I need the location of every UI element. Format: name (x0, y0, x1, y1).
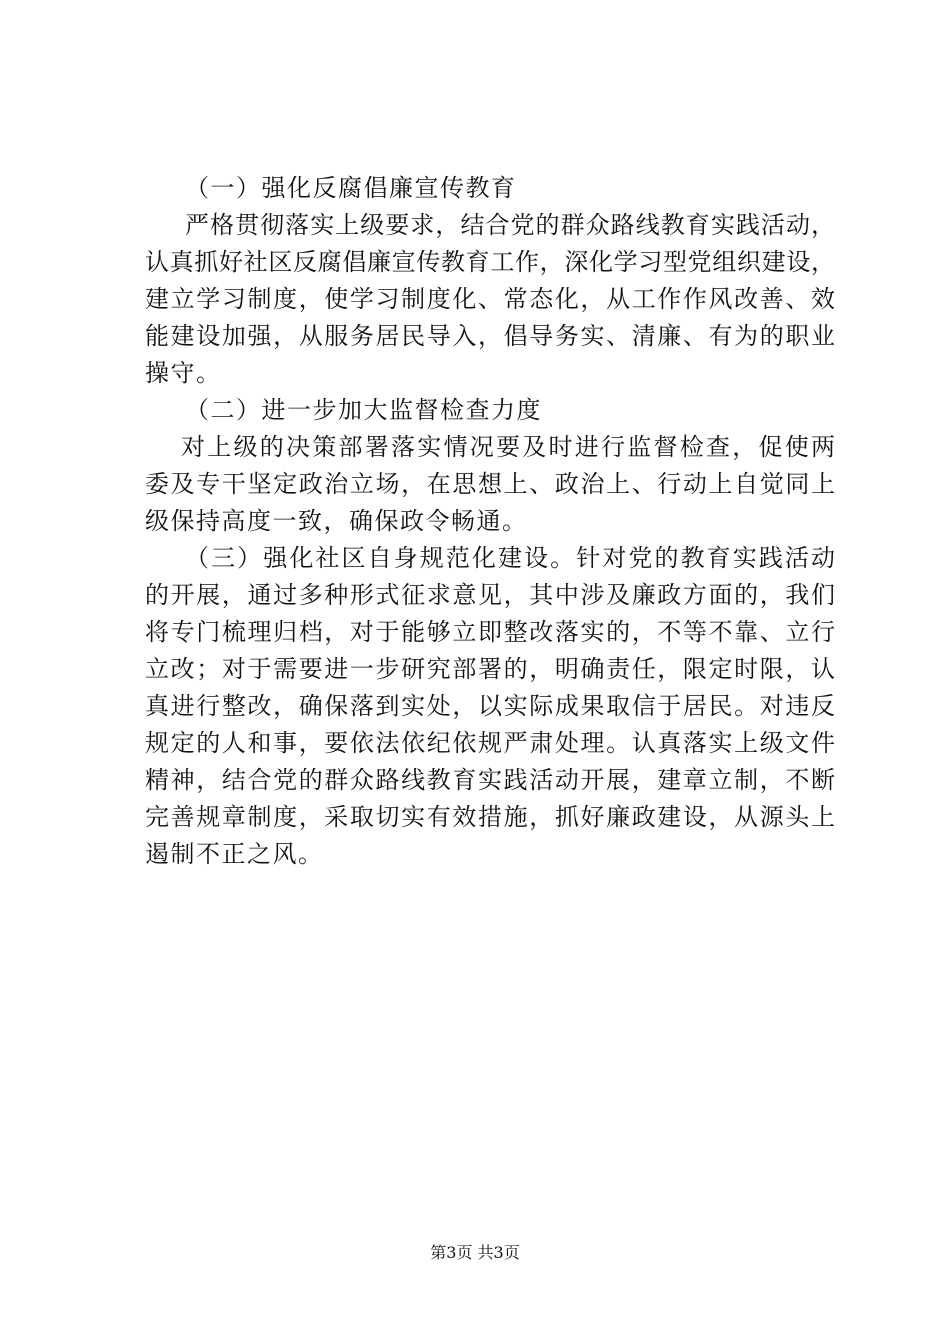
paragraph-1-line-4: 能建设加强，从服务居民导入，倡导务实、清廉、有为的职业 (145, 322, 835, 350)
paragraph-3-line-5: 真进行整改，确保落到实处，以实际成果取信于居民。对违反 (145, 692, 835, 720)
paragraph-3-line-2: 的开展，通过多种形式征求意见，其中涉及廉政方面的，我们 (145, 581, 835, 609)
paragraph-1-line-3: 建立学习制度，使学习制度化、常态化，从工作作风改善、效 (145, 285, 835, 313)
page-number-footer: 第3页 共3页 (430, 1243, 520, 1262)
paragraph-2-line-1: 对上级的决策部署落实情况要及时进行监督检查，促使两 (181, 433, 835, 461)
section-heading-2: （二）进一步加大监督检查力度 (185, 396, 542, 424)
paragraph-1-line-1: 严格贯彻落实上级要求，结合党的群众路线教育实践活动， (185, 211, 835, 239)
paragraph-3-line-3: 将专门梳理归档，对于能够立即整改落实的，不等不靠、立行 (145, 618, 835, 646)
document-body (145, 170, 835, 873)
paragraph-3-line-7: 精神，结合党的群众路线教育实践活动开展，建章立制，不断 (145, 766, 835, 794)
paragraph-3-line-4: 立改；对于需要进一步研究部署的，明确责任，限定时限，认 (145, 655, 835, 683)
paragraph-3-line-8: 完善规章制度，采取切实有效措施，抓好廉政建设，从源头上 (145, 803, 835, 831)
paragraph-1-line-5: 操守。 (145, 359, 222, 387)
paragraph-3-line-9: 遏制不正之风。 (145, 840, 324, 868)
paragraph-2-line-2: 委及专干坚定政治立场，在思想上、政治上、行动上自觉同上 (145, 470, 835, 498)
section-heading-1: （一）强化反腐倡廉宣传教育 (185, 174, 517, 202)
paragraph-2-line-3: 级保持高度一致，确保政令畅通。 (145, 507, 528, 535)
paragraph-3-line-6: 规定的人和事，要依法依纪依规严肃处理。认真落实上级文件 (145, 729, 835, 757)
paragraph-3-line-1: （三）强化社区自身规范化建设。针对党的教育实践活动 (185, 544, 835, 572)
paragraph-1-line-2: 认真抓好社区反腐倡廉宣传教育工作，深化学习型党组织建设， (145, 248, 835, 276)
